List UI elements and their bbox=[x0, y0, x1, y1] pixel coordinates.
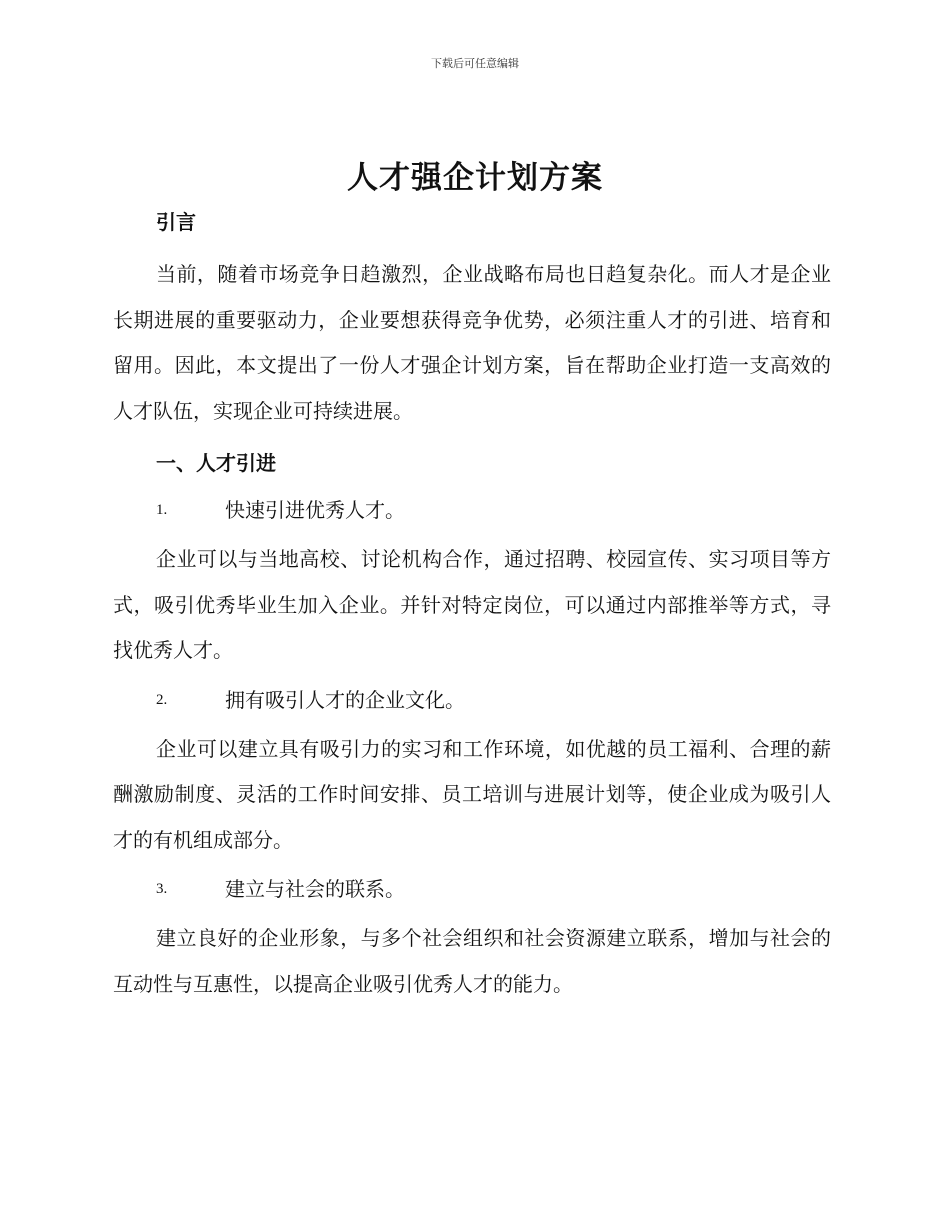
intro-paragraph: 当前，随着市场竞争日趋激烈，企业战略布局也日趋复杂化。而人才是企业长期进展的重要驱动力，企业要想获得竞争优势，必须注重人才的引进、培育和留用。因此，本文提出了一份人才强企计划方案，旨在帮助企业打造一支高效的人才队伍，实现企业可持续进展。 bbox=[113, 262, 831, 423]
list-item-2 bbox=[113, 683, 831, 718]
list-item-title: 建立与社会的联系。 bbox=[225, 877, 405, 901]
list-item-number: 2. bbox=[156, 691, 168, 708]
section-1-heading: 一、人才引进 bbox=[156, 451, 276, 475]
list-item-number: 3. bbox=[156, 881, 168, 897]
list-item-paragraph: 建立良好的企业形象，与多个社会组织和社会资源建立联系，增加与社会的互动性与互惠性，以提高企业吸引优秀人才的能力。 bbox=[113, 926, 831, 996]
document-body bbox=[113, 205, 831, 1007]
list-item-title: 快速引进优秀人才。 bbox=[225, 498, 405, 522]
list-item-paragraph: 企业可以与当地高校、讨论机构合作，通过招聘、校园宣传、实习项目等方式，吸引优秀毕业生加入企业。并针对特定岗位，可以通过内部推举等方式，寻找优秀人才。 bbox=[113, 547, 831, 662]
intro-heading: 引言 bbox=[156, 210, 196, 234]
list-item-number: 1. bbox=[156, 502, 168, 518]
list-item-title: 拥有吸引人才的企业文化。 bbox=[225, 687, 465, 712]
document-title: 人才强企计划方案 bbox=[347, 160, 603, 196]
list-item-3 bbox=[113, 872, 831, 907]
header-note: 下载后可任意编辑 bbox=[431, 57, 519, 70]
list-item-1 bbox=[113, 493, 831, 528]
list-item-paragraph: 企业可以建立具有吸引力的实习和工作环境，如优越的员工福利、合理的薪酬激励制度、灵活的工作时间安排、员工培训与进展计划等，使企业成为吸引人才的有机组成部分。 bbox=[113, 736, 831, 852]
